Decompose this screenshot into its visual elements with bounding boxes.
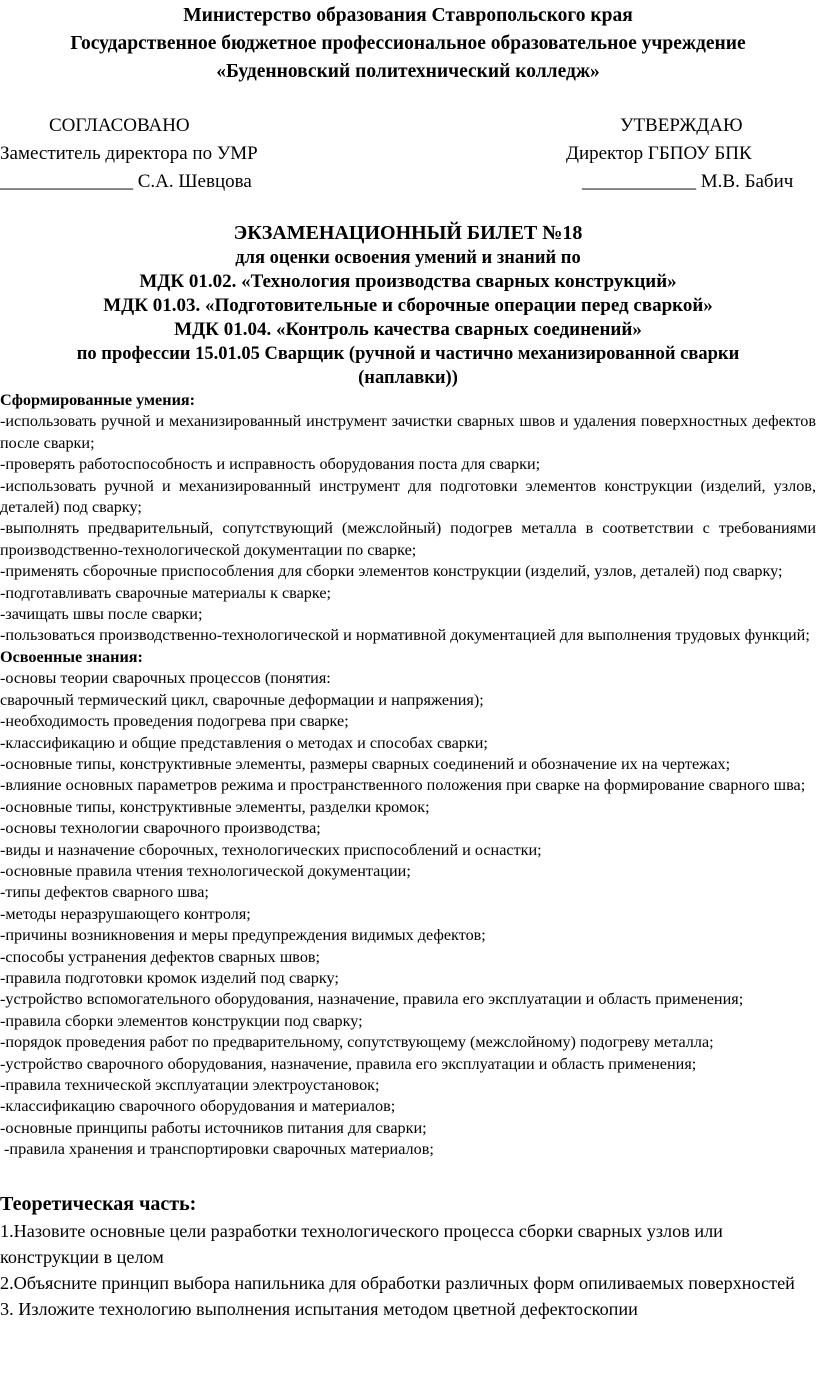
approval-right-signature: ____________ М.В. Бабич (582, 171, 794, 192)
skill-item: -использовать ручной и механизированный инструмент для подготовки элементов конструкции (изделий, узлов, деталей) под сварку; (0, 476, 816, 517)
skill-item: -проверять работоспособность и исправность оборудования поста для сварки; (0, 455, 541, 474)
approval-right-position: Директор ГБПОУ БПК (566, 143, 752, 164)
knowledge-item: -основные правила чтения технологической документации; (0, 861, 411, 880)
theory-question-2: 2.Объясните принцип выбора напильника для обработки различных форм опиливаемых поверхностей (0, 1273, 795, 1293)
mdk-line-2: МДК 01.03. «Подготовительные и сборочные операции перед сваркой» (103, 295, 713, 316)
skill-item: -пользоваться производственно-технологической и нормативной документацией для выполнения трудовых функций; (0, 626, 810, 645)
knowledge-item: -правила технической эксплуатации электроустановок; (0, 1076, 380, 1094)
knowledge-item: -необходимость проведения подогрева при сварке; (0, 712, 349, 731)
knowledge-item: -классификацию сварочного оборудования и материалов; (0, 1097, 396, 1116)
approval-left-position: Заместитель директора по УМР (0, 143, 258, 164)
knowledge-item: -правила сборки элементов конструкции под сварку; (0, 1011, 363, 1030)
approval-right-title: УТВЕРЖДАЮ (620, 115, 743, 136)
knowledge-item: -типы дефектов сварного шва; (0, 883, 209, 902)
skill-item: -использовать ручной и механизированный инструмент зачистки сварных швов и удаления поверхностных дефектов после сварки; (0, 412, 816, 452)
knowledge-item: -классификацию и общие представления о методах и способах сварки; (0, 733, 488, 752)
knowledge-item: сварочный термический цикл, сварочные деформации и напряжения); (0, 690, 484, 709)
college-name-line: «Буденновский политехнический колледж» (216, 61, 600, 82)
knowledge-item: -устройство сварочного оборудования, назначение, правила его эксплуатации и область применения; (0, 1054, 697, 1073)
profession-line-2: (наплавки)) (358, 368, 458, 388)
knowledge-item: -основные типы, конструктивные элементы, размеры сварных соединений и обозначение их на чертежах; (0, 754, 731, 773)
approval-left-signature: ______________ С.А. Шевцова (0, 171, 252, 192)
ticket-title: ЭКЗАМЕНАЦИОННЫЙ БИЛЕТ №18 (233, 222, 583, 244)
ministry-line: Министерство образования Ставропольского края (183, 5, 633, 26)
knowledge-heading: Освоенные знания: (0, 647, 143, 666)
competencies-section (0, 390, 816, 1161)
knowledge-item: -порядок проведения работ по предварительному, сопутствующему (межслойному) подогреву металла; (0, 1033, 714, 1052)
knowledge-item: -основные типы, конструктивные элементы, разделки кромок; (0, 797, 430, 816)
theory-question-3: 3. Изложите технологию выполнения испытания методом цветной дефектоскопии (0, 1299, 638, 1319)
skill-item: -применять сборочные приспособления для сборки элементов конструкции (изделий, узлов, деталей) под сварку; (0, 562, 783, 581)
knowledge-item: -влияние основных параметров режима и пространственного положения при сварке на формирование сварного шва; (0, 776, 806, 795)
profession-line-1: по профессии 15.01.05 Сварщик (ручной и частично механизированной сварки (76, 344, 740, 364)
theory-heading: Теоретическая часть: (0, 1193, 197, 1215)
ticket-subtitle: для оценки освоения умений и знаний по (235, 248, 581, 268)
knowledge-item: -устройство вспомогательного оборудования, назначение, правила его эксплуатации и область применения; (0, 990, 744, 1009)
skill-item: -зачищать швы после сварки; (0, 605, 203, 624)
knowledge-item: -методы неразрушающего контроля; (0, 904, 251, 923)
approval-left-title: СОГЛАСОВАНО (49, 115, 190, 136)
mdk-line-3: МДК 01.04. «Контроль качества сварных соединений» (174, 319, 642, 340)
knowledge-item: -правила подготовки кромок изделий под сварку; (0, 968, 339, 987)
knowledge-item: -основы технологии сварочного производства; (0, 819, 321, 838)
theory-section (0, 1190, 816, 1322)
knowledge-item: -правила хранения и транспортировки сварочных материалов; (0, 1140, 434, 1159)
knowledge-item: -виды и назначение сборочных, технологических приспособлений и оснастки; (0, 840, 542, 859)
knowledge-item: -основы теории сварочных процессов (понятия: (0, 669, 331, 688)
mdk-line-1: МДК 01.02. «Технология производства сварных конструкций» (139, 271, 677, 292)
knowledge-item: -способы устранения дефектов сварных швов; (0, 947, 321, 966)
knowledge-item: -основные принципы работы источников питания для сварки; (0, 1118, 427, 1137)
theory-question-1: 1.Назовите основные цели разработки технологического процесса сборки сварных узлов или конструкции в целом (0, 1221, 723, 1267)
skill-item: -выполнять предварительный, сопутствующий (межслойный) подогрев металла в соответствии с требованиями производственно-технологической документации по сварке; (0, 519, 816, 559)
knowledge-item: -причины возникновения и меры предупреждения видимых дефектов; (0, 926, 486, 945)
skill-item: -подготавливать сварочные материалы к сварке; (0, 583, 332, 602)
skills-heading: Сформированные умения: (0, 391, 196, 409)
institution-type-line: Государственное бюджетное профессиональное образовательное учреждение (70, 33, 746, 54)
